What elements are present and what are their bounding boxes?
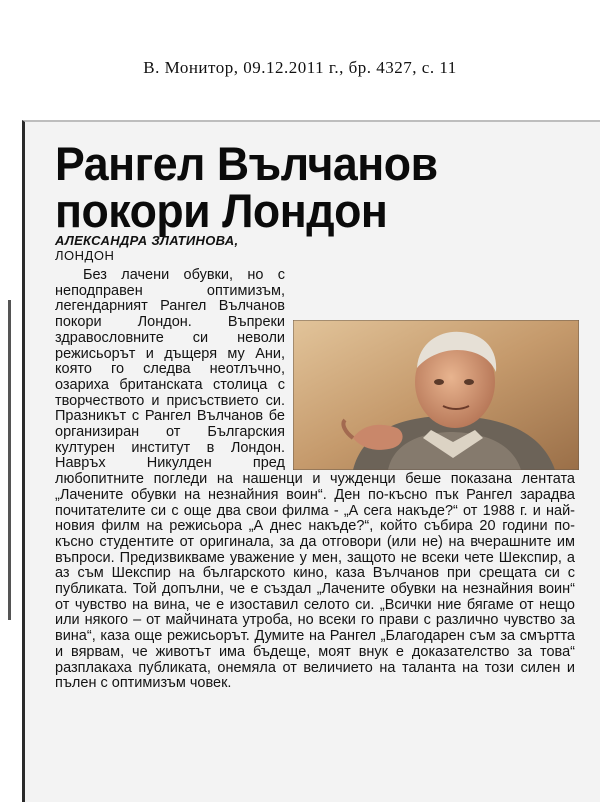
photo-rangel-valchanov bbox=[293, 320, 579, 470]
page-edge-mark bbox=[8, 300, 11, 620]
headline bbox=[55, 137, 438, 237]
source-citation: В. Монитор, 09.12.2011 г., бр. 4327, с. 11 bbox=[143, 58, 457, 77]
article-text: Без лачени обувки, но с неподправен оптимизъм, легендарният Рангел Вълчанов покори Лондон. Въпреки здравословните си неволи режисьорът и дъщеря му Ани, която го следва неотлъчно, озариха британската столица с творчеството и присъствието си. Празникът с Рангел Вълчанов бе организиран от Българския културен институт в Лондон. Навръх Никулден пред любопитните погледи на нашенци и чужденци беше показана лентата „Лачените обувки на незнайния воин“. Ден по-късно пък Рангел зарадва почитателите си с още два свои филма - „А сега накъде?“ от 1988 г. и най-новия филм на режисьора „А днес накъде?“, който събира 20 години по-късно студентите от оригинала, за да отговори (или не) на вчерашните им въпроси. Предизвикваме уважение у мен, защото не всеки чете Шекспир, а аз съм Шекспир на българското кино, каза Вълчанов при срещата си с публиката. Той допълни, че е създал „Лачените обувки на незнайния воин“ от чувство на вина, че е изоставил селото си. „Всички ние бягаме от нещо или някого – от майчината утроба, но всеки го прави с различно чувство за вина“, каза още режисьорът. Думите на Рангел „Благодарен съм за смъртта и вярвам, че животът има бъдеще, моят внук е доказателство за това“ разплакаха публиката, онемяла от величието на таланта на този силен и пълен с оптимизъм човек. bbox=[55, 267, 575, 692]
dateline-city: ЛОНДОН bbox=[55, 248, 115, 263]
newspaper-clipping bbox=[22, 120, 600, 802]
author-byline: АЛЕКСАНДРА ЗЛАТИНОВА, bbox=[55, 233, 239, 248]
headline-line-1: Рангел Вълчанов bbox=[55, 137, 438, 190]
headline-line-2: покори Лондон bbox=[55, 184, 388, 237]
article-body bbox=[55, 268, 575, 692]
